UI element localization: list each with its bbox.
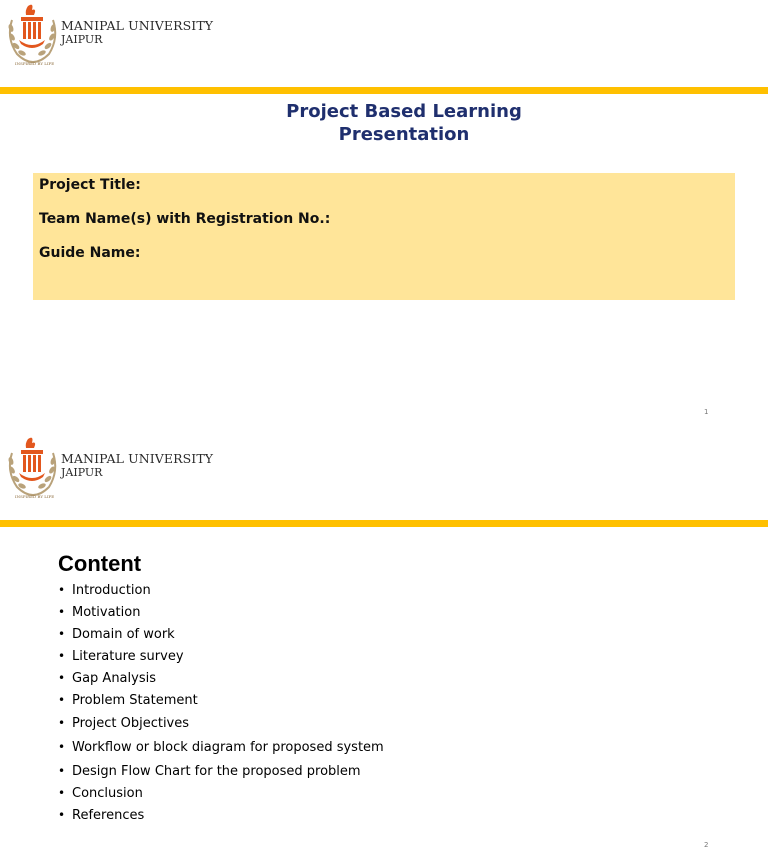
- list-item-label: References: [72, 808, 145, 823]
- page-number: 2: [704, 841, 709, 849]
- guide-name-label: Guide Name:: [39, 245, 141, 261]
- bullet-icon: •: [58, 693, 66, 707]
- university-city: JAIPUR: [61, 33, 103, 46]
- content-heading: Content: [58, 551, 142, 576]
- list-item-label: Conclusion: [72, 786, 143, 801]
- header-divider: [0, 520, 768, 527]
- bullet-icon: •: [58, 605, 66, 619]
- bullet-icon: •: [58, 627, 66, 641]
- slide-2: [0, 433, 768, 866]
- logo-tagline: INSPIRED BY LIFE: [15, 494, 55, 499]
- university-name: MANIPAL UNIVERSITY: [61, 18, 214, 33]
- bullet-icon: •: [58, 740, 66, 754]
- bullet-icon: •: [58, 786, 66, 800]
- bullet-icon: •: [58, 808, 66, 822]
- page-number: 1: [704, 408, 709, 416]
- project-info-box: [33, 173, 735, 300]
- list-item-label: Literature survey: [72, 649, 184, 664]
- logo-tagline: INSPIRED BY LIFE: [15, 61, 55, 66]
- university-name: MANIPAL UNIVERSITY: [61, 451, 214, 466]
- bullet-icon: •: [58, 671, 66, 685]
- list-item-label: Gap Analysis: [72, 671, 156, 686]
- project-title-label: Project Title:: [39, 177, 141, 193]
- bullet-icon: •: [58, 716, 66, 730]
- list-item-label: Design Flow Chart for the proposed problem: [72, 764, 361, 779]
- bullet-icon: •: [58, 583, 66, 597]
- university-city: JAIPUR: [61, 466, 103, 479]
- list-item-label: Problem Statement: [72, 693, 198, 708]
- presentation-title: Project Based Learning Presentation: [286, 101, 522, 145]
- bullet-icon: •: [58, 649, 66, 663]
- list-item-label: Motivation: [72, 605, 141, 620]
- university-logo: [3, 435, 214, 501]
- list-item-label: Project Objectives: [72, 716, 190, 731]
- team-names-label: Team Name(s) with Registration No.:: [39, 211, 331, 227]
- list-item-label: Introduction: [72, 583, 151, 598]
- header-divider: [0, 87, 768, 94]
- list-item-label: Domain of work: [72, 627, 175, 642]
- list-item-label: Workflow or block diagram for proposed system: [72, 740, 384, 755]
- bullet-icon: •: [58, 764, 66, 778]
- university-logo: [3, 2, 214, 68]
